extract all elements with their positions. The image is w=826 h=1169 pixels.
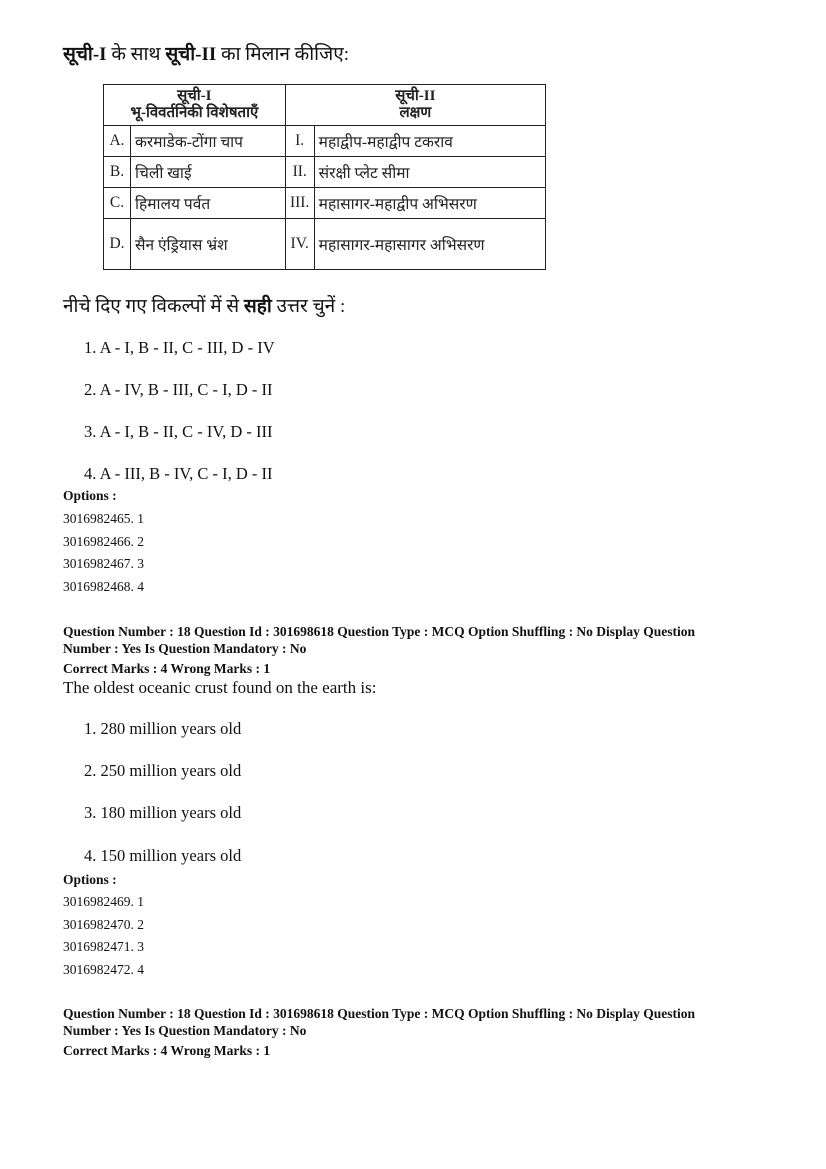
q2-choice-4[interactable]: 4. 150 million years old <box>84 846 242 865</box>
q2-options-label: Options : <box>63 872 117 887</box>
row-letter: D. <box>104 219 131 270</box>
row-roman: III. <box>285 188 314 219</box>
header-list2 <box>285 85 545 126</box>
q3-meta: Question Number : 18 Question Id : 301698618 Question Type : MCQ Option Shuffling : No Display Question <box>63 1006 695 1021</box>
header-list1 <box>104 85 286 126</box>
q2-meta-cont: Number : Yes Is Question Mandatory : No <box>63 641 307 656</box>
header-list2-title: सूची-II <box>395 88 436 104</box>
instruction-emphasis: सही <box>243 296 272 317</box>
table-row <box>104 157 546 188</box>
match-table <box>103 84 546 270</box>
q2-option-id: 3016982469. 1 <box>63 894 144 909</box>
q2-question: The oldest oceanic crust found on the earth is: <box>63 678 377 697</box>
q1-option-id: 3016982468. 4 <box>63 579 144 594</box>
table-row <box>104 219 546 270</box>
table-row <box>104 126 546 157</box>
prompt-text: के साथ <box>106 44 166 65</box>
instruction-text: उत्तर चुनें : <box>271 296 346 317</box>
q1-choice-3[interactable]: 3. A - I, B - II, C - IV, D - III <box>84 422 273 441</box>
q2-marks: Correct Marks : 4 Wrong Marks : 1 <box>63 661 271 676</box>
characteristic-cell: महासागर-महासागर अभिसरण <box>314 219 545 270</box>
q2-option-id: 3016982471. 3 <box>63 939 144 954</box>
q3-marks: Correct Marks : 4 Wrong Marks : 1 <box>63 1043 271 1058</box>
instruction-text: नीचे दिए गए विकल्पों में से <box>63 296 244 317</box>
header-list1-title: सूची-I <box>177 88 212 104</box>
characteristic-cell: संरक्षी प्लेट सीमा <box>314 157 545 188</box>
header-list2-subtitle: लक्षण <box>399 105 432 121</box>
table-header-row <box>104 85 546 126</box>
row-roman: I. <box>285 126 314 157</box>
q2-option-id: 3016982472. 4 <box>63 962 144 977</box>
q1-options-label: Options : <box>63 488 117 503</box>
q2-choice-3[interactable]: 3. 180 million years old <box>84 803 242 822</box>
header-list1-subtitle: भू-विवर्तनिकी विशेषताएँ <box>130 105 259 121</box>
q2-choice-2[interactable]: 2. 250 million years old <box>84 761 242 780</box>
q1-choice-1[interactable]: 1. A - I, B - II, C - III, D - IV <box>84 338 275 357</box>
q1-prompt <box>63 40 349 66</box>
characteristic-cell: महाद्वीप-महाद्वीप टकराव <box>314 126 545 157</box>
q2-choice-1[interactable]: 1. 280 million years old <box>84 719 242 738</box>
feature-cell: चिली खाई <box>131 157 286 188</box>
q2-option-id: 3016982470. 2 <box>63 917 144 932</box>
list2-ref: सूची-II <box>165 44 217 65</box>
q1-option-id: 3016982466. 2 <box>63 534 144 549</box>
row-letter: C. <box>104 188 131 219</box>
row-letter: A. <box>104 126 131 157</box>
q1-choice-2[interactable]: 2. A - IV, B - III, C - I, D - II <box>84 380 273 399</box>
prompt-text: का मिलान कीजिए: <box>216 44 349 65</box>
q2-meta: Question Number : 18 Question Id : 301698618 Question Type : MCQ Option Shuffling : No Display Question <box>63 624 695 639</box>
feature-cell: हिमालय पर्वत <box>131 188 286 219</box>
feature-cell: सैन एंड्रियास भ्रंश <box>131 219 286 270</box>
feature-cell: करमाडेक-टोंगा चाप <box>131 126 286 157</box>
row-letter: B. <box>104 157 131 188</box>
row-roman: II. <box>285 157 314 188</box>
characteristic-cell: महासागर-महाद्वीप अभिसरण <box>314 188 545 219</box>
q1-choice-4[interactable]: 4. A - III, B - IV, C - I, D - II <box>84 464 273 483</box>
row-roman: IV. <box>285 219 314 270</box>
list1-ref: सूची-I <box>63 44 107 65</box>
q1-option-id: 3016982465. 1 <box>63 511 144 526</box>
table-row <box>104 188 546 219</box>
q1-instruction <box>63 292 345 318</box>
q3-meta-cont: Number : Yes Is Question Mandatory : No <box>63 1023 307 1038</box>
q1-option-id: 3016982467. 3 <box>63 556 144 571</box>
